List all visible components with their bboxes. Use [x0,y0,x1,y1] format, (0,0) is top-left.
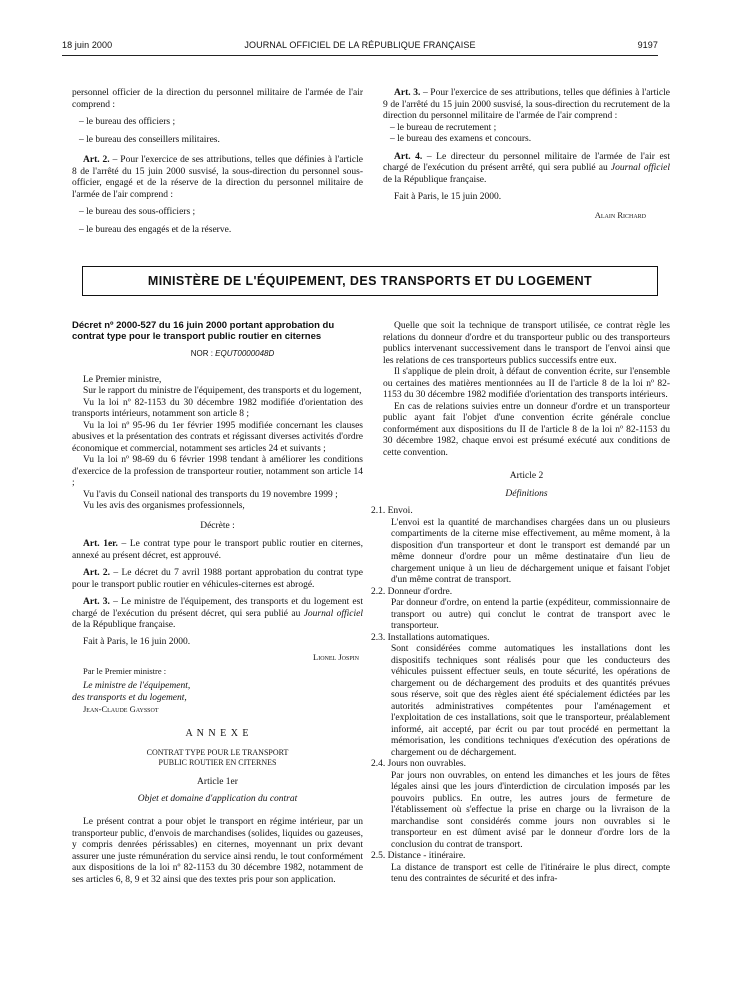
article-label: Art. 4. [394,151,423,162]
article-text: – Le ministre de l'équipement, des transports et du logement est chargé de l'exécution du présent décret, qui sera publié au [72,597,363,619]
minister-name: Jean-Claude Gayssot [83,704,159,714]
article-text: – Le contrat type pour le transport public routier en citernes, annexé au présent décret, est approuvé. [72,539,363,561]
journal-officiel-ref: Journal officiel [303,608,364,619]
annexe-heading: A N N E X E [185,727,250,739]
definitions-list [371,506,670,886]
decrete: Décrète : [200,520,235,531]
fait-a-paris: Fait à Paris, le 15 juin 2000. [394,192,502,202]
par-le-premier-ministre: Par le Premier ministre : [83,665,167,676]
left-column [72,321,363,886]
minister-role [72,693,363,705]
article-heading: Article 2 [509,471,544,481]
contract-title: CONTRAT TYPE POUR LE TRANSPORT [146,748,289,757]
article-3-paragraph [72,597,363,632]
paragraph: Vu la loi nº 98-69 du 6 février 1998 tendant à améliorer les conditions d'exercice de la profession de transporteur routier, notamment son article 14 ; [72,455,363,488]
article-2-paragraph [72,155,363,201]
contract-title: PUBLIC ROUTIER EN CITERNES [158,758,277,767]
fait-a-paris: Fait à Paris, le 16 juin 2000. [83,636,191,647]
definition-text: Par donneur d'ordre, on entend la partie (expéditeur, commissionnaire de transport ou autre) qui conclut le contrat de transport avec le transporteur. [391,598,670,631]
signature: Alain Richard [594,209,646,220]
top-right-column [383,88,670,221]
article-text: – Le directeur du personnel militaire de l'armée de l'air est chargé de l'exécution du présent arrêté, qui sera publié au [383,151,670,173]
nor-label: NOR : [190,349,216,358]
article-3-paragraph [383,88,670,123]
list-item: – le bureau de recrutement ; [390,122,497,133]
nor-code: EQUT0000048D [215,349,275,358]
paragraph: Le Premier ministre, [83,374,162,385]
article-subheading-text: Définitions [505,488,548,499]
ministry-title: MINISTÈRE DE L'ÉQUIPEMENT, DES TRANSPORTS ET DU LOGEMENT [147,274,593,288]
article-4-paragraph [383,152,670,187]
definition-text: Sont considérées comme automatiques les installations dont les dispositifs techniques sont réalisés pour que les conducteurs des véhicules puissent effectuer seuls, en toute sécurité, les opérations de chargement ou de déchargement des produits et des quantités prévues sous réserve, soit que des règles aient été spécialement édictées par les autorités administratives compétentes pour l'aménagement et l'exploitation de ces installations, soit que le transporteur, préalablement informé, ait accepté, par écrit ou par tout procédé en permettant la mémorisation, les conditions techniques d'exécution des opérations de chargement ou de déchargement. [391,644,670,758]
article-text: – Pour l'exercice de ses attributions, telles que définies à l'article 9 de l'arrêté du 15 juin 2000 susvisé, la sous-direction du recrutement de la direction du personnel militaire de l'armée de l'air comprend : [383,88,670,121]
definition-number: 2.4. Jours non ouvrables. [371,759,466,769]
article-subheading [383,489,670,501]
article-text: de la République française. [383,174,487,185]
article-label: Art. 1er. [83,539,118,549]
definition-text: Par jours non ouvrables, on entend les dimanches et les jours de fêtes légales ainsi que les jours d'interdiction de circulation imposés par les pouvoirs publics. En outre, les autres jours de fermeture de l'établissement où s'effectue la prise en charge ou la livraison de la marchandise sont considérés comme jours non ouvrables si le transporteur en est dûment avisé par le donneur d'ordre lors de la conclusion du contrat de transport. [391,770,670,850]
article-label: Art. 2. [83,155,110,165]
article-subheading-text: Objet et domaine d'application du contrat [137,793,298,804]
header-date: 18 juin 2000 [62,40,113,50]
paragraph: Vu l'avis du Conseil national des transports du 19 novembre 1999 ; [83,489,338,500]
definition-text: La distance de transport est celle de l'itinéraire le plus direct, compte tenu des contraintes de sécurité et des infra- [391,862,670,884]
decret-title: Décret nº 2000-527 du 16 juin 2000 portant approbation du contrat type pour le transport public routier en citernes [72,320,335,342]
ministry-banner [82,266,658,296]
right-column [371,321,670,886]
paragraph: En cas de relations suivies entre un donneur d'ordre et un transporteur public ayant fait l'objet d'une convention écrite générale conclue conformément aux dispositions du II de l'article 8 de la loi nº 82-1153 du 30 décembre 1982, chaque envoi est présumé exécuté aux conditions de cette convention. [383,401,670,458]
header-page-number: 9197 [637,40,658,50]
paragraph: Vu la loi nº 82-1153 du 30 décembre 1982 modifiée d'orientation des transports intérieurs, notamment son article 8 ; [72,397,363,419]
paragraph: Il s'applique de plein droit, à défaut de convention écrite, sur l'ensemble ou certaines des matières mentionnées au II de l'article 8 de la loi nº 82-1153 du 30 décembre 1982 modifiée d'orientation des transports intérieurs. [383,367,670,400]
signature-pm: Lionel Jospin [313,652,359,662]
article-text: de la République française. [72,620,176,630]
intro-text: personnel officier de la direction du personnel militaire de l'armée de l'air comprend : [72,88,363,110]
article-1-paragraph [72,539,363,562]
nor-reference [72,348,363,361]
definition-number: 2.2. Donneur d'ordre. [371,586,453,597]
definition-number: 2.3. Installations automatiques. [371,632,490,643]
article-label: Art. 3. [394,88,421,98]
paragraph: Vu la loi nº 95-96 du 1er février 1995 modifiée concernant les clauses abusives et la présentation des contrats et régissant diverses activités d'ordre économique et commercial, notamment ses articles 24 et suivants ; [72,420,363,454]
article-label: Art. 2. [83,568,111,578]
paragraph: Vu les avis des organismes professionnels, [83,501,245,511]
article-label: Art. 3. [83,597,110,607]
article-2-paragraph [72,568,363,591]
definition-number: 2.5. Distance - itinéraire. [371,851,466,861]
header-rule [62,55,658,56]
top-left-column [72,88,363,236]
article-heading: Article 1er [197,777,238,787]
list-item: – le bureau des engagés et de la réserve. [79,224,232,235]
definition-number: 2.1. Envoi. [371,506,413,516]
running-header [62,40,658,54]
paragraph: Quelle que soit la technique de transport utilisée, ce contrat règle les relations du donneur d'ordre et du transporteur public ou des transporteurs publics intervenant successivement dans le transport de l'envoi ainsi que les relations de ces transporteurs publics successifs entre eux. [383,321,670,366]
definition-text: L'envoi est la quantité de marchandises chargées dans un ou plusieurs compartiments de la citerne mise effectivement, au même moment, à la disposition d'un transporteur et dont le transport est demandé par un même donneur d'ordre pour un même destinataire d'un lieu de chargement unique à un lieu de déchargement unique et faisant l'objet d'un même contrat de transport. [391,517,670,585]
minister-role-line: Le ministre de l'équipement, [83,681,191,691]
header-journal-title: JOURNAL OFFICIEL DE LA RÉPUBLIQUE FRANÇAISE [244,40,476,50]
article-text: – Le décret du 7 avril 1988 portant approbation du contrat type pour le transport public routier en véhicules-citernes est abrogé. [72,568,363,590]
article-subheading [72,794,363,806]
minister-role [72,681,363,693]
list-item: – le bureau des officiers ; [79,117,176,127]
minister-role-line: des transports et du logement, [72,692,187,703]
paragraph: Le présent contrat a pour objet le transport en régime intérieur, par un transporteur public, d'envois de marchandises (solides, liquides ou gazeuses, y compris denrées périssables) en citernes, moyennant un prix devant assurer une juste rémunération du service ainsi rendu, le tout conformément aux dispositions de la loi nº 82-1153 du 30 décembre 1982, notamment de ses articles 6, 8, 9 et 32 ainsi que des textes pris pour son application. [72,817,363,885]
paragraph: Sur le rapport du ministre de l'équipement, des transports et du logement, [83,386,362,396]
list-item: – le bureau des sous-officiers ; [79,207,196,217]
list-item: – le bureau des examens et concours. [390,134,532,144]
article-text: – Pour l'exercice de ses attributions, telles que définies à l'article 8 de l'arrêté du 15 juin 2000 susvisé, la sous-direction du personnel sous-officier, engagé et de la réserve de la direction du personnel militaire de l'armée de l'air comprend : [72,155,364,200]
list-item: – le bureau des conseillers militaires. [79,134,220,145]
journal-officiel-ref: Journal officiel [610,163,670,173]
